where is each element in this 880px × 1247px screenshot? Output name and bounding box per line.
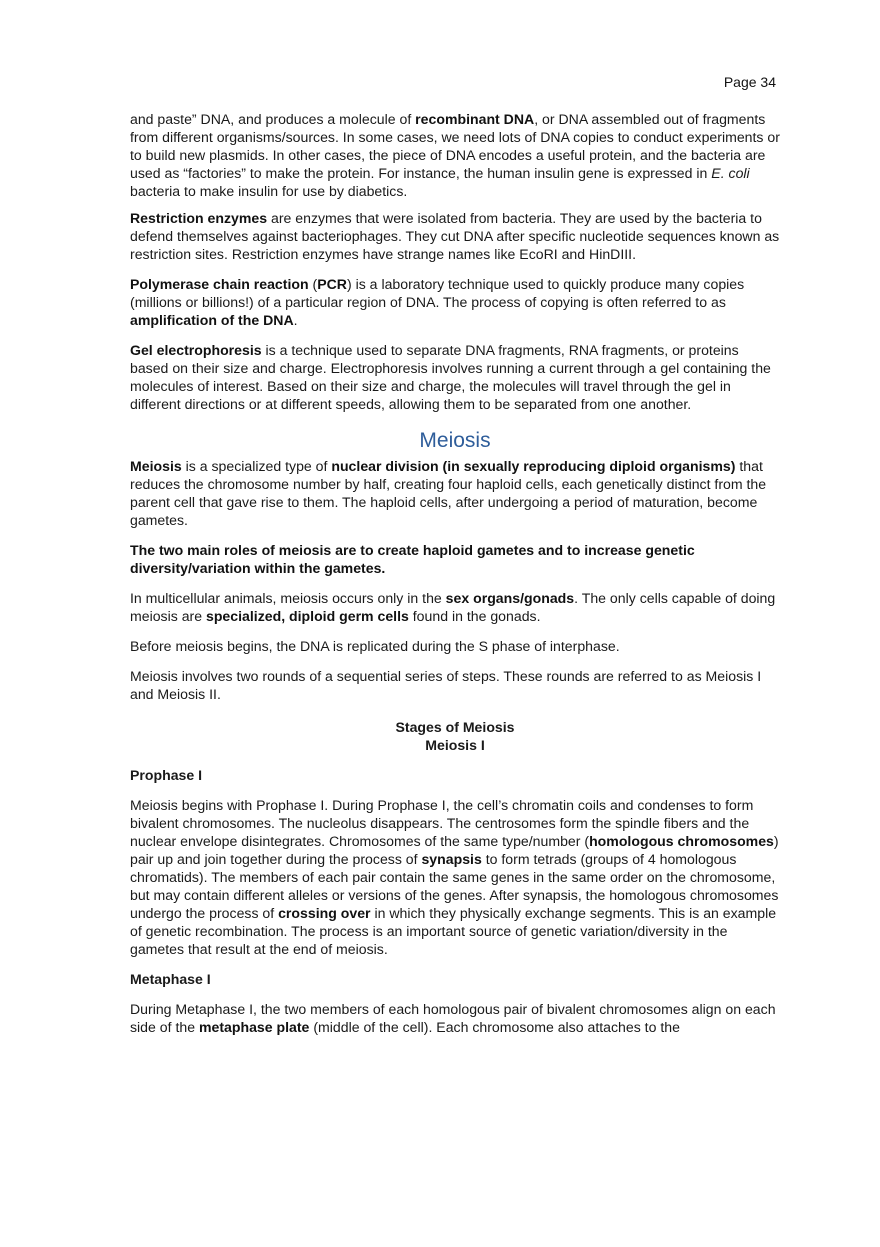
- paragraph-restriction-enzymes: [130, 209, 780, 263]
- text: .: [293, 312, 298, 328]
- text: that reduces the chromosome number by half, creating four haploid cells, each genetically distinct from the parent cell that gave rise to them. The haploid cells, after undergoing a period of maturation, become gametes.: [130, 458, 767, 528]
- text: (middle of the cell). Each chromosome also attaches to the: [309, 1019, 680, 1035]
- slash: /: [520, 590, 525, 606]
- term-gel-electrophoresis: Gel electrophoresis: [130, 342, 262, 358]
- paragraph-two-rounds: Meiosis involves two rounds of a sequential series of steps. These rounds are referred to as Meiosis I and Meiosis II.: [130, 668, 762, 702]
- term-gonads: gonads: [524, 590, 575, 606]
- text: is a specialized type of: [181, 458, 332, 474]
- term-pcr: Polymerase chain reaction: [130, 276, 309, 292]
- paragraph-pcr: [130, 275, 780, 329]
- text: are enzymes that were isolated from bacteria. They are used by the bacteria to defend themselves against bacteriophages. They cut DNA after specific nucleotide sequences known as restriction sites. Restriction enzymes have strange names like EcoRI and HinDIII.: [130, 210, 780, 262]
- text: , or DNA assembled out of fragments from different organisms/sources. In some cases, we need lots of DNA copies to conduct experiments or to build new plasmids. In other cases, the piece of DNA encodes a useful protein, and the bacteria are used as “factories” to make the protein. For instance, the human insulin gene is expressed in: [130, 111, 780, 181]
- term-synapsis: synapsis: [421, 851, 482, 867]
- page-number: Page 34: [723, 74, 776, 90]
- page-content: [130, 110, 780, 1045]
- text: and paste” DNA, and produces a molecule of: [130, 111, 416, 127]
- text: bacteria to make insulin for use by diabetics.: [130, 183, 408, 199]
- text: (: [308, 276, 318, 292]
- paragraph-recombinant-dna: [130, 110, 780, 200]
- term-sex-organs: sex organs: [445, 590, 521, 606]
- metaphase-i-heading: Metaphase I: [130, 971, 211, 987]
- term-pcr-abbrev: PCR: [317, 276, 347, 292]
- text: . The only cells capable of doing meiosis are: [130, 590, 776, 624]
- text: ) pair up and join together during the process of: [130, 833, 779, 867]
- text: in which they physically exchange segments. This is an example of genetic recombination. The process is an important source of genetic variation/diversity in the gametes that result at the end of meiosis.: [130, 905, 777, 957]
- stages-heading: [130, 718, 780, 754]
- meiosis-roles-text: The two main roles of meiosis are to create haploid gametes and to increase genetic diversity/variation within the gametes.: [130, 542, 695, 576]
- paragraph-gonads: [130, 589, 780, 625]
- paragraph-meiosis-definition: [130, 457, 780, 529]
- text: ) is a laboratory technique used to quickly produce many copies (millions or billions!) of a particular region of DNA. The process of copying is often referred to as: [130, 276, 745, 310]
- term-nuclear-division: nuclear division (in sexually reproducing diploid organisms): [331, 458, 736, 474]
- paragraph-meiosis-roles: [130, 541, 780, 577]
- text: In multicellular animals, meiosis occurs only in the: [130, 590, 446, 606]
- text: During Metaphase I, the two members of each homologous pair of bivalent chromosomes align on each side of the: [130, 1001, 776, 1035]
- paragraph-metaphase-i: [130, 1000, 780, 1036]
- stages-of-meiosis-title: Stages of Meiosis: [395, 719, 515, 735]
- text: found in the gonads.: [408, 608, 541, 624]
- text: is a technique used to separate DNA fragments, RNA fragments, or proteins based on their size and charge. Electrophoresis involves running a current through a gel containing the molecules of interest. Based on their size and charge, the molecules will travel through the gel in different directions or at different speeds, allowing them to be separated from one another.: [130, 342, 771, 412]
- term-e-coli: E. coli: [711, 165, 750, 181]
- term-meiosis: Meiosis: [130, 458, 182, 474]
- section-title-meiosis: Meiosis: [419, 429, 491, 452]
- term-germ-cells: specialized, diploid germ cells: [205, 608, 409, 624]
- paragraph-replication: Before meiosis begins, the DNA is replicated during the S phase of interphase.: [130, 638, 620, 654]
- term-homologous-chromosomes: homologous chromosomes: [589, 833, 774, 849]
- term-recombinant-dna: recombinant DNA: [415, 111, 535, 127]
- meiosis-i-title: Meiosis I: [425, 737, 485, 753]
- term-amplification: amplification of the DNA: [130, 312, 294, 328]
- term-metaphase-plate: metaphase plate: [198, 1019, 310, 1035]
- paragraph-prophase-i: [130, 796, 780, 958]
- paragraph-gel-electrophoresis: [130, 341, 780, 413]
- term-restriction-enzymes: Restriction enzymes: [130, 210, 268, 226]
- text: to form tetrads (groups of 4 homologous chromatids). The members of each pair contain the same genes in the same order on the chromosome, but may contain different alleles or versions of the genes. After synapsis, the homologous chromosomes undergo the process of: [130, 851, 779, 921]
- text: Meiosis begins with Prophase I. During Prophase I, the cell’s chromatin coils and condenses to form bivalent chromosomes. The nucleolus disappears. The centrosomes form the spindle fibers and the nuclear envelope disintegrates. Chromosomes of the same type/number (: [130, 797, 754, 849]
- prophase-i-heading: Prophase I: [130, 767, 203, 783]
- term-crossing-over: crossing over: [278, 905, 371, 921]
